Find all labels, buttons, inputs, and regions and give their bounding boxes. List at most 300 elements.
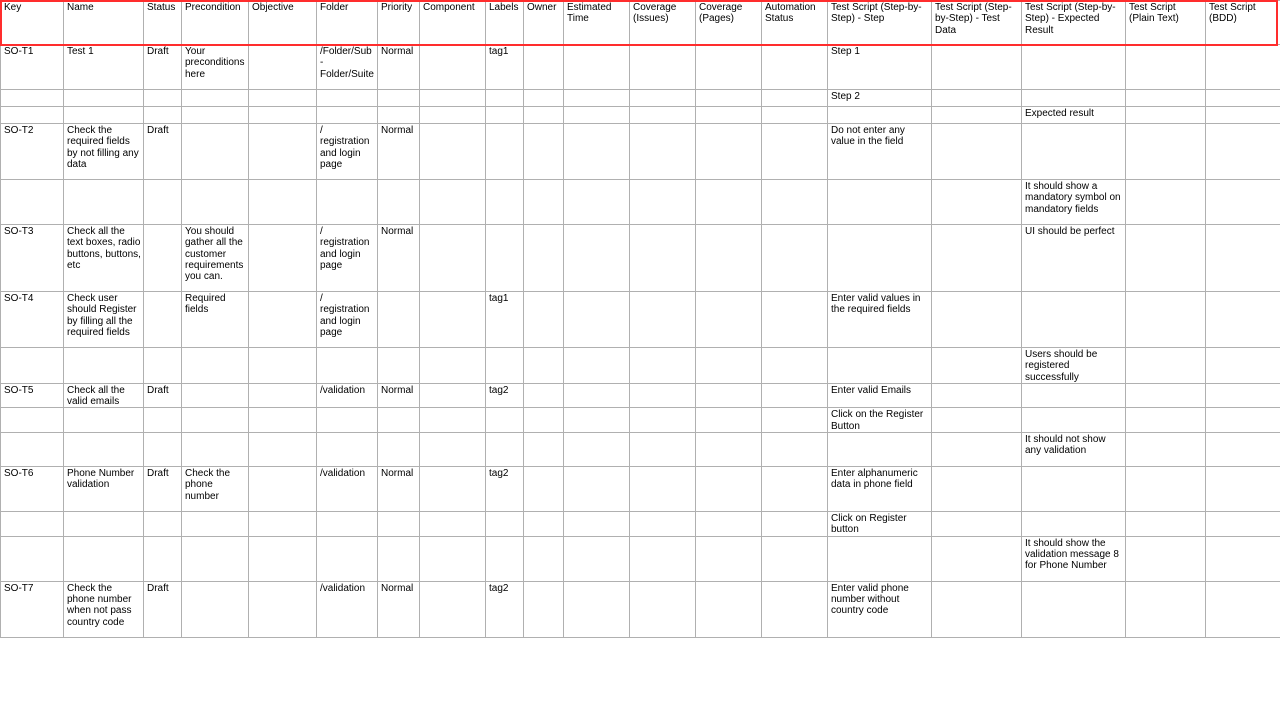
table-cell[interactable]: Normal bbox=[378, 581, 420, 637]
table-cell[interactable] bbox=[630, 408, 696, 433]
table-cell[interactable] bbox=[524, 433, 564, 467]
table-cell[interactable] bbox=[1022, 467, 1126, 512]
table-cell[interactable] bbox=[932, 45, 1022, 90]
table-cell[interactable]: Draft bbox=[144, 467, 182, 512]
table-cell[interactable] bbox=[828, 433, 932, 467]
table-cell[interactable] bbox=[696, 536, 762, 581]
table-row[interactable] bbox=[1, 90, 1280, 107]
table-row[interactable] bbox=[1, 292, 1280, 348]
table-cell[interactable] bbox=[182, 512, 249, 537]
table-cell[interactable] bbox=[182, 180, 249, 225]
table-cell[interactable] bbox=[932, 408, 1022, 433]
table-cell[interactable]: tag1 bbox=[486, 45, 524, 90]
table-cell[interactable] bbox=[420, 408, 486, 433]
table-row[interactable] bbox=[1, 467, 1280, 512]
table-cell[interactable] bbox=[524, 107, 564, 124]
table-cell[interactable]: Normal bbox=[378, 467, 420, 512]
table-cell[interactable]: Normal bbox=[378, 225, 420, 292]
table-cell[interactable] bbox=[1206, 348, 1280, 384]
table-cell[interactable] bbox=[249, 180, 317, 225]
table-cell[interactable] bbox=[1126, 467, 1206, 512]
table-cell[interactable] bbox=[1126, 124, 1206, 180]
table-cell[interactable] bbox=[696, 90, 762, 107]
table-cell[interactable] bbox=[317, 180, 378, 225]
cell-key[interactable]: SO-T1 bbox=[1, 45, 64, 90]
table-row[interactable] bbox=[1, 45, 1280, 90]
table-cell[interactable]: /validation bbox=[317, 467, 378, 512]
table-cell[interactable] bbox=[564, 512, 630, 537]
table-row[interactable] bbox=[1, 536, 1280, 581]
table-cell[interactable] bbox=[486, 433, 524, 467]
table-cell[interactable]: Click on the Register Button bbox=[828, 408, 932, 433]
column-header[interactable]: Test Script (Step-by-Step) - Test Data bbox=[932, 1, 1022, 45]
table-cell[interactable]: Test 1 bbox=[64, 45, 144, 90]
table-cell[interactable] bbox=[1126, 348, 1206, 384]
table-cell[interactable] bbox=[630, 292, 696, 348]
column-header[interactable]: Automation Status bbox=[762, 1, 828, 45]
table-cell[interactable] bbox=[932, 512, 1022, 537]
table-cell[interactable] bbox=[249, 581, 317, 637]
table-cell[interactable]: Check the phone number when not pass country code bbox=[64, 581, 144, 637]
table-cell[interactable] bbox=[182, 107, 249, 124]
header-row[interactable] bbox=[1, 1, 1280, 45]
table-cell[interactable]: Users should be registered successfully bbox=[1022, 348, 1126, 384]
table-cell[interactable] bbox=[317, 107, 378, 124]
table-cell[interactable] bbox=[1206, 107, 1280, 124]
table-cell[interactable] bbox=[762, 408, 828, 433]
column-header[interactable]: Component bbox=[420, 1, 486, 45]
table-cell[interactable] bbox=[1126, 408, 1206, 433]
table-row[interactable] bbox=[1, 383, 1280, 408]
table-cell[interactable]: Step 2 bbox=[828, 90, 932, 107]
cell-key[interactable]: SO-T5 bbox=[1, 383, 64, 408]
table-cell[interactable] bbox=[249, 225, 317, 292]
table-cell[interactable]: Required fields bbox=[182, 292, 249, 348]
table-cell[interactable] bbox=[378, 292, 420, 348]
table-cell[interactable]: tag1 bbox=[486, 292, 524, 348]
table-cell[interactable] bbox=[696, 512, 762, 537]
table-row[interactable] bbox=[1, 433, 1280, 467]
table-cell[interactable] bbox=[1206, 90, 1280, 107]
table-row[interactable] bbox=[1, 581, 1280, 637]
table-cell[interactable] bbox=[1206, 124, 1280, 180]
column-header[interactable]: Folder bbox=[317, 1, 378, 45]
table-cell[interactable] bbox=[762, 467, 828, 512]
table-cell[interactable] bbox=[1206, 408, 1280, 433]
table-cell[interactable] bbox=[762, 124, 828, 180]
table-cell[interactable]: You should gather all the customer requirements you can. bbox=[182, 225, 249, 292]
table-cell[interactable] bbox=[420, 107, 486, 124]
table-cell[interactable] bbox=[182, 348, 249, 384]
table-cell[interactable]: Step 1 bbox=[828, 45, 932, 90]
table-cell[interactable]: / registration and login page bbox=[317, 225, 378, 292]
table-cell[interactable] bbox=[762, 383, 828, 408]
table-cell[interactable] bbox=[144, 292, 182, 348]
table-cell[interactable] bbox=[564, 383, 630, 408]
table-cell[interactable] bbox=[564, 467, 630, 512]
table-cell[interactable] bbox=[486, 512, 524, 537]
table-cell[interactable] bbox=[144, 433, 182, 467]
table-cell[interactable] bbox=[182, 536, 249, 581]
cell-key[interactable] bbox=[1, 107, 64, 124]
table-cell[interactable] bbox=[1022, 383, 1126, 408]
table-cell[interactable] bbox=[317, 536, 378, 581]
table-cell[interactable] bbox=[420, 225, 486, 292]
table-cell[interactable] bbox=[420, 536, 486, 581]
table-cell[interactable] bbox=[630, 107, 696, 124]
table-cell[interactable] bbox=[420, 467, 486, 512]
table-cell[interactable] bbox=[762, 45, 828, 90]
table-cell[interactable]: Enter valid Emails bbox=[828, 383, 932, 408]
table-cell[interactable] bbox=[1126, 292, 1206, 348]
table-cell[interactable] bbox=[1126, 107, 1206, 124]
table-cell[interactable] bbox=[524, 225, 564, 292]
table-cell[interactable] bbox=[696, 348, 762, 384]
table-cell[interactable] bbox=[144, 107, 182, 124]
table-cell[interactable] bbox=[564, 408, 630, 433]
table-cell[interactable] bbox=[828, 107, 932, 124]
table-cell[interactable] bbox=[1022, 45, 1126, 90]
table-cell[interactable] bbox=[1206, 512, 1280, 537]
table-cell[interactable] bbox=[1126, 536, 1206, 581]
table-cell[interactable] bbox=[762, 225, 828, 292]
table-cell[interactable] bbox=[420, 433, 486, 467]
table-cell[interactable] bbox=[828, 536, 932, 581]
table-cell[interactable] bbox=[64, 348, 144, 384]
table-cell[interactable] bbox=[317, 90, 378, 107]
table-cell[interactable] bbox=[696, 180, 762, 225]
table-cell[interactable] bbox=[762, 433, 828, 467]
table-cell[interactable]: /validation bbox=[317, 581, 378, 637]
table-cell[interactable] bbox=[1206, 225, 1280, 292]
table-cell[interactable] bbox=[524, 383, 564, 408]
table-cell[interactable] bbox=[696, 107, 762, 124]
table-cell[interactable] bbox=[64, 408, 144, 433]
table-cell[interactable] bbox=[696, 408, 762, 433]
table-cell[interactable] bbox=[564, 433, 630, 467]
column-header[interactable]: Test Script (BDD) bbox=[1206, 1, 1280, 45]
table-cell[interactable] bbox=[486, 107, 524, 124]
table-cell[interactable] bbox=[420, 90, 486, 107]
table-cell[interactable] bbox=[630, 383, 696, 408]
table-cell[interactable] bbox=[564, 292, 630, 348]
table-cell[interactable] bbox=[762, 581, 828, 637]
table-cell[interactable]: tag2 bbox=[486, 581, 524, 637]
table-row[interactable] bbox=[1, 107, 1280, 124]
table-cell[interactable] bbox=[64, 433, 144, 467]
table-cell[interactable] bbox=[144, 225, 182, 292]
column-header[interactable]: Estimated Time bbox=[564, 1, 630, 45]
table-cell[interactable] bbox=[144, 348, 182, 384]
table-cell[interactable] bbox=[762, 107, 828, 124]
table-cell[interactable] bbox=[762, 536, 828, 581]
table-cell[interactable] bbox=[378, 107, 420, 124]
cell-key[interactable] bbox=[1, 90, 64, 107]
column-header[interactable]: Status bbox=[144, 1, 182, 45]
table-cell[interactable]: Draft bbox=[144, 383, 182, 408]
table-cell[interactable] bbox=[486, 124, 524, 180]
table-cell[interactable] bbox=[249, 536, 317, 581]
table-row[interactable] bbox=[1, 512, 1280, 537]
table-cell[interactable] bbox=[317, 408, 378, 433]
table-cell[interactable] bbox=[1206, 467, 1280, 512]
table-cell[interactable] bbox=[486, 408, 524, 433]
table-cell[interactable] bbox=[828, 348, 932, 384]
table-cell[interactable] bbox=[564, 536, 630, 581]
table-cell[interactable]: Phone Number validation bbox=[64, 467, 144, 512]
column-header[interactable]: Test Script (Plain Text) bbox=[1126, 1, 1206, 45]
table-cell[interactable] bbox=[932, 383, 1022, 408]
table-cell[interactable] bbox=[249, 292, 317, 348]
column-header[interactable]: Name bbox=[64, 1, 144, 45]
table-cell[interactable] bbox=[524, 45, 564, 90]
table-cell[interactable] bbox=[524, 90, 564, 107]
table-cell[interactable] bbox=[762, 180, 828, 225]
column-header[interactable]: Precondition bbox=[182, 1, 249, 45]
table-cell[interactable] bbox=[420, 512, 486, 537]
table-cell[interactable] bbox=[249, 45, 317, 90]
table-cell[interactable]: tag2 bbox=[486, 383, 524, 408]
cell-key[interactable] bbox=[1, 408, 64, 433]
table-cell[interactable] bbox=[1022, 292, 1126, 348]
cell-key[interactable] bbox=[1, 348, 64, 384]
table-cell[interactable]: Draft bbox=[144, 581, 182, 637]
table-cell[interactable] bbox=[696, 45, 762, 90]
table-cell[interactable] bbox=[420, 383, 486, 408]
table-cell[interactable] bbox=[828, 180, 932, 225]
table-row[interactable] bbox=[1, 408, 1280, 433]
table-cell[interactable]: Normal bbox=[378, 45, 420, 90]
column-header[interactable]: Priority bbox=[378, 1, 420, 45]
table-cell[interactable] bbox=[249, 124, 317, 180]
table-cell[interactable]: It should not show any validation bbox=[1022, 433, 1126, 467]
cell-key[interactable]: SO-T4 bbox=[1, 292, 64, 348]
table-cell[interactable] bbox=[1126, 90, 1206, 107]
table-cell[interactable]: / registration and login page bbox=[317, 292, 378, 348]
table-cell[interactable]: /validation bbox=[317, 383, 378, 408]
table-cell[interactable]: / registration and login page bbox=[317, 124, 378, 180]
table-cell[interactable] bbox=[630, 581, 696, 637]
table-cell[interactable] bbox=[486, 348, 524, 384]
table-cell[interactable] bbox=[630, 348, 696, 384]
column-header[interactable]: Coverage (Issues) bbox=[630, 1, 696, 45]
table-cell[interactable] bbox=[378, 348, 420, 384]
table-cell[interactable] bbox=[144, 180, 182, 225]
table-cell[interactable] bbox=[932, 536, 1022, 581]
table-cell[interactable] bbox=[564, 124, 630, 180]
table-row[interactable] bbox=[1, 124, 1280, 180]
table-cell[interactable] bbox=[932, 581, 1022, 637]
table-cell[interactable] bbox=[420, 180, 486, 225]
table-cell[interactable] bbox=[630, 536, 696, 581]
table-cell[interactable] bbox=[317, 512, 378, 537]
table-cell[interactable] bbox=[420, 292, 486, 348]
table-cell[interactable]: Enter alphanumeric data in phone field bbox=[828, 467, 932, 512]
table-cell[interactable]: /Folder/Sub-Folder/Suite bbox=[317, 45, 378, 90]
table-cell[interactable] bbox=[932, 467, 1022, 512]
table-cell[interactable] bbox=[524, 467, 564, 512]
table-cell[interactable] bbox=[1022, 90, 1126, 107]
table-cell[interactable]: Expected result bbox=[1022, 107, 1126, 124]
table-cell[interactable] bbox=[932, 225, 1022, 292]
table-cell[interactable] bbox=[1206, 536, 1280, 581]
table-cell[interactable] bbox=[1126, 180, 1206, 225]
table-cell[interactable] bbox=[762, 512, 828, 537]
table-cell[interactable] bbox=[1206, 383, 1280, 408]
column-header[interactable]: Test Script (Step-by-Step) - Expected Result bbox=[1022, 1, 1126, 45]
table-cell[interactable] bbox=[182, 124, 249, 180]
table-cell[interactable] bbox=[630, 180, 696, 225]
table-cell[interactable]: Check user should Register by filling all the required fields bbox=[64, 292, 144, 348]
table-cell[interactable] bbox=[932, 180, 1022, 225]
cell-key[interactable] bbox=[1, 180, 64, 225]
table-cell[interactable] bbox=[182, 408, 249, 433]
table-cell[interactable] bbox=[378, 90, 420, 107]
cell-key[interactable]: SO-T7 bbox=[1, 581, 64, 637]
table-cell[interactable]: Check the phone number bbox=[182, 467, 249, 512]
table-cell[interactable] bbox=[564, 581, 630, 637]
table-cell[interactable] bbox=[524, 348, 564, 384]
table-cell[interactable]: Normal bbox=[378, 124, 420, 180]
table-cell[interactable] bbox=[1022, 581, 1126, 637]
table-cell[interactable] bbox=[932, 124, 1022, 180]
table-cell[interactable]: Enter valid values in the required fields bbox=[828, 292, 932, 348]
table-cell[interactable] bbox=[486, 536, 524, 581]
cell-key[interactable]: SO-T6 bbox=[1, 467, 64, 512]
table-cell[interactable] bbox=[317, 433, 378, 467]
table-cell[interactable]: UI should be perfect bbox=[1022, 225, 1126, 292]
table-cell[interactable] bbox=[524, 180, 564, 225]
table-cell[interactable] bbox=[630, 45, 696, 90]
table-cell[interactable] bbox=[64, 107, 144, 124]
table-cell[interactable] bbox=[64, 536, 144, 581]
table-cell[interactable] bbox=[828, 225, 932, 292]
table-cell[interactable] bbox=[1206, 433, 1280, 467]
table-cell[interactable] bbox=[630, 467, 696, 512]
table-cell[interactable] bbox=[182, 433, 249, 467]
table-cell[interactable]: Draft bbox=[144, 45, 182, 90]
table-cell[interactable]: Check all the valid emails bbox=[64, 383, 144, 408]
table-cell[interactable] bbox=[378, 512, 420, 537]
table-cell[interactable] bbox=[420, 124, 486, 180]
table-cell[interactable] bbox=[249, 512, 317, 537]
table-cell[interactable] bbox=[1206, 581, 1280, 637]
table-cell[interactable] bbox=[696, 581, 762, 637]
table-cell[interactable] bbox=[1126, 45, 1206, 90]
table-cell[interactable]: Click on Register button bbox=[828, 512, 932, 537]
table-cell[interactable] bbox=[182, 90, 249, 107]
table-cell[interactable] bbox=[762, 90, 828, 107]
table-cell[interactable] bbox=[630, 90, 696, 107]
table-cell[interactable] bbox=[1022, 512, 1126, 537]
table-cell[interactable] bbox=[564, 225, 630, 292]
table-cell[interactable] bbox=[486, 90, 524, 107]
table-cell[interactable]: Check all the text boxes, radio buttons, buttons, etc bbox=[64, 225, 144, 292]
table-cell[interactable] bbox=[1206, 292, 1280, 348]
table-cell[interactable] bbox=[486, 180, 524, 225]
table-cell[interactable] bbox=[1126, 383, 1206, 408]
table-cell[interactable] bbox=[1126, 512, 1206, 537]
table-row[interactable] bbox=[1, 348, 1280, 384]
table-cell[interactable] bbox=[932, 107, 1022, 124]
cell-key[interactable]: SO-T2 bbox=[1, 124, 64, 180]
table-cell[interactable] bbox=[64, 180, 144, 225]
table-cell[interactable]: It should show the validation message 8 for Phone Number bbox=[1022, 536, 1126, 581]
table-cell[interactable] bbox=[564, 90, 630, 107]
column-header[interactable]: Objective bbox=[249, 1, 317, 45]
table-cell[interactable] bbox=[630, 512, 696, 537]
cell-key[interactable]: SO-T3 bbox=[1, 225, 64, 292]
table-cell[interactable] bbox=[1126, 225, 1206, 292]
table-cell[interactable] bbox=[420, 45, 486, 90]
table-cell[interactable] bbox=[1126, 433, 1206, 467]
table-cell[interactable]: Do not enter any value in the field bbox=[828, 124, 932, 180]
table-cell[interactable]: Normal bbox=[378, 383, 420, 408]
column-header[interactable]: Labels bbox=[486, 1, 524, 45]
table-row[interactable] bbox=[1, 225, 1280, 292]
table-cell[interactable] bbox=[524, 536, 564, 581]
table-cell[interactable] bbox=[932, 292, 1022, 348]
table-cell[interactable] bbox=[696, 124, 762, 180]
table-cell[interactable]: It should show a mandatory symbol on mandatory fields bbox=[1022, 180, 1126, 225]
table-cell[interactable]: Check the required fields by not filling any data bbox=[64, 124, 144, 180]
table-cell[interactable] bbox=[1126, 581, 1206, 637]
table-cell[interactable] bbox=[249, 383, 317, 408]
table-cell[interactable] bbox=[249, 90, 317, 107]
column-header[interactable]: Key bbox=[1, 1, 64, 45]
table-cell[interactable] bbox=[1206, 45, 1280, 90]
table-cell[interactable] bbox=[64, 90, 144, 107]
column-header[interactable]: Test Script (Step-by-Step) - Step bbox=[828, 1, 932, 45]
table-cell[interactable] bbox=[249, 408, 317, 433]
table-cell[interactable] bbox=[249, 348, 317, 384]
table-cell[interactable] bbox=[378, 433, 420, 467]
table-cell[interactable] bbox=[564, 348, 630, 384]
table-cell[interactable] bbox=[564, 45, 630, 90]
column-header[interactable]: Owner bbox=[524, 1, 564, 45]
table-cell[interactable] bbox=[696, 383, 762, 408]
table-cell[interactable] bbox=[932, 348, 1022, 384]
table-cell[interactable] bbox=[64, 512, 144, 537]
table-cell[interactable]: Draft bbox=[144, 124, 182, 180]
table-cell[interactable] bbox=[524, 408, 564, 433]
table-cell[interactable] bbox=[696, 467, 762, 512]
cell-key[interactable] bbox=[1, 512, 64, 537]
table-cell[interactable] bbox=[144, 408, 182, 433]
table-cell[interactable] bbox=[1022, 124, 1126, 180]
table-cell[interactable] bbox=[564, 107, 630, 124]
table-cell[interactable] bbox=[630, 225, 696, 292]
table-cell[interactable] bbox=[317, 348, 378, 384]
table-cell[interactable] bbox=[249, 433, 317, 467]
cell-key[interactable] bbox=[1, 536, 64, 581]
table-cell[interactable] bbox=[378, 408, 420, 433]
table-cell[interactable] bbox=[524, 512, 564, 537]
table-cell[interactable] bbox=[630, 433, 696, 467]
table-cell[interactable] bbox=[144, 90, 182, 107]
table-cell[interactable]: Your preconditions here bbox=[182, 45, 249, 90]
table-cell[interactable] bbox=[420, 581, 486, 637]
table-cell[interactable] bbox=[932, 433, 1022, 467]
table-row[interactable] bbox=[1, 180, 1280, 225]
table-cell[interactable] bbox=[630, 124, 696, 180]
table-cell[interactable] bbox=[564, 180, 630, 225]
table-cell[interactable] bbox=[1022, 408, 1126, 433]
table-cell[interactable] bbox=[144, 512, 182, 537]
table-cell[interactable] bbox=[249, 467, 317, 512]
table-cell[interactable] bbox=[1206, 180, 1280, 225]
table-cell[interactable] bbox=[696, 292, 762, 348]
